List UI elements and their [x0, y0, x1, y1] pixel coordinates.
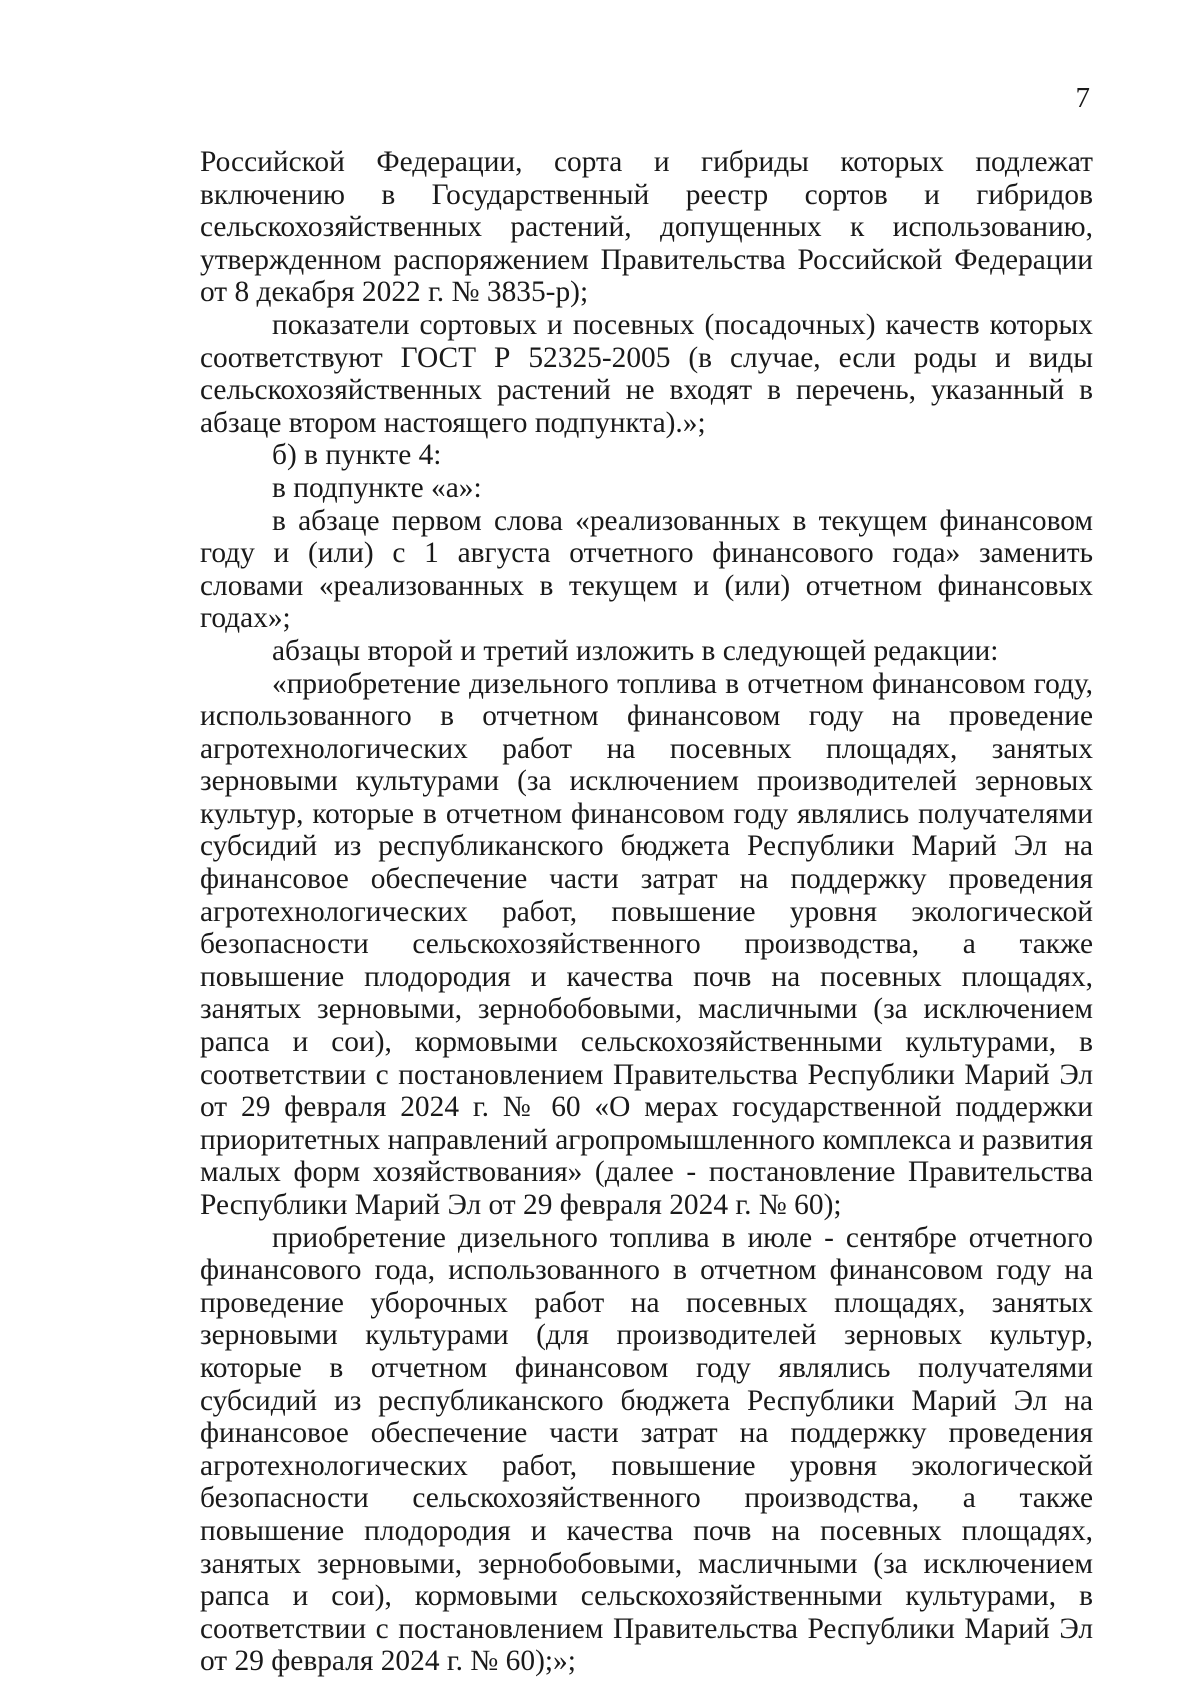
paragraph-2: показатели сортовых и посевных (посадочных) качеств которых соответствуют ГОСТ Р 52325-2005 (в случае, если роды и виды сельскохозяйственных растений не входят в перечень, указанный в абзаце втором настоящего подпункта).»;	[200, 308, 1093, 439]
paragraph-5: в абзаце первом слова «реализованных в текущем финансовом году и (или) с 1 августа отчетного финансового года» заменить словами «реализованных в текущем и (или) отчетном финансовых годах»;	[200, 504, 1093, 635]
page-number: 7	[1075, 82, 1090, 114]
paragraph-6: абзацы второй и третий изложить в следующей редакции:	[272, 634, 999, 667]
paragraph-8: приобретение дизельного топлива в июле - сентябре отчетного финансового года, использованного в отчетном финансовом году на проведение уборочных работ на посевных площадях, занятых зерновыми культурами (для производителей зерновых культур, которые в отчетном финансовом году являлись получателями субсидий из республиканского бюджета Республики Марий Эл на финансовое обеспечение части затрат на поддержку проведения агротехнологических работ, повышение уровня экологической безопасности сельскохозяйственного производства, а также повышение плодородия и качества почв на посевных площадях, занятых зерновыми, зернобобовыми, масличными (за исключением рапса и сои), кормовыми сельскохозяйственными культурами, в соответствии с постановлением Правительства Республики Марий Эл от 29 февраля 2024 г. № 60);»;	[200, 1221, 1093, 1678]
paragraph-1: Российской Федерации, сорта и гибриды которых подлежат включению в Государственный реестр сортов и гибридов сельскохозяйственных растений, допущенных к использованию, утвержденном распоряжением Правительства Российской Федерации от 8 декабря 2022 г. № 3835-р);	[200, 146, 1093, 309]
document-body	[200, 146, 1093, 1678]
paragraph-4: в подпункте «а»:	[272, 471, 482, 504]
paragraph-7: «приобретение дизельного топлива в отчетном финансовом году, использованного в отчетном финансовом году на проведение агротехнологических работ на посевных площадях, занятых зерновыми культурами (за исключением производителей зерновых культур, которые в отчетном финансовом году являлись получателями субсидий из республиканского бюджета Республики Марий Эл на финансовое обеспечение части затрат на поддержку проведения агротехнологических работ, повышение уровня экологической безопасности сельскохозяйственного производства, а также повышение плодородия и качества почв на посевных площадях, занятых зерновыми, зернобобовыми, масличными (за исключением рапса и сои), кормовыми сельскохозяйственными культурами, в соответствии с постановлением Правительства Республики Марий Эл от 29 февраля 2024 г. № 60 «О мерах государственной поддержки приоритетных направлений агропромышленного комплекса и развития малых форм хозяйствования» (далее - постановление Правительства Республики Марий Эл от 29 февраля 2024 г. № 60);	[200, 667, 1093, 1221]
paragraph-3: б) в пункте 4:	[272, 439, 442, 472]
